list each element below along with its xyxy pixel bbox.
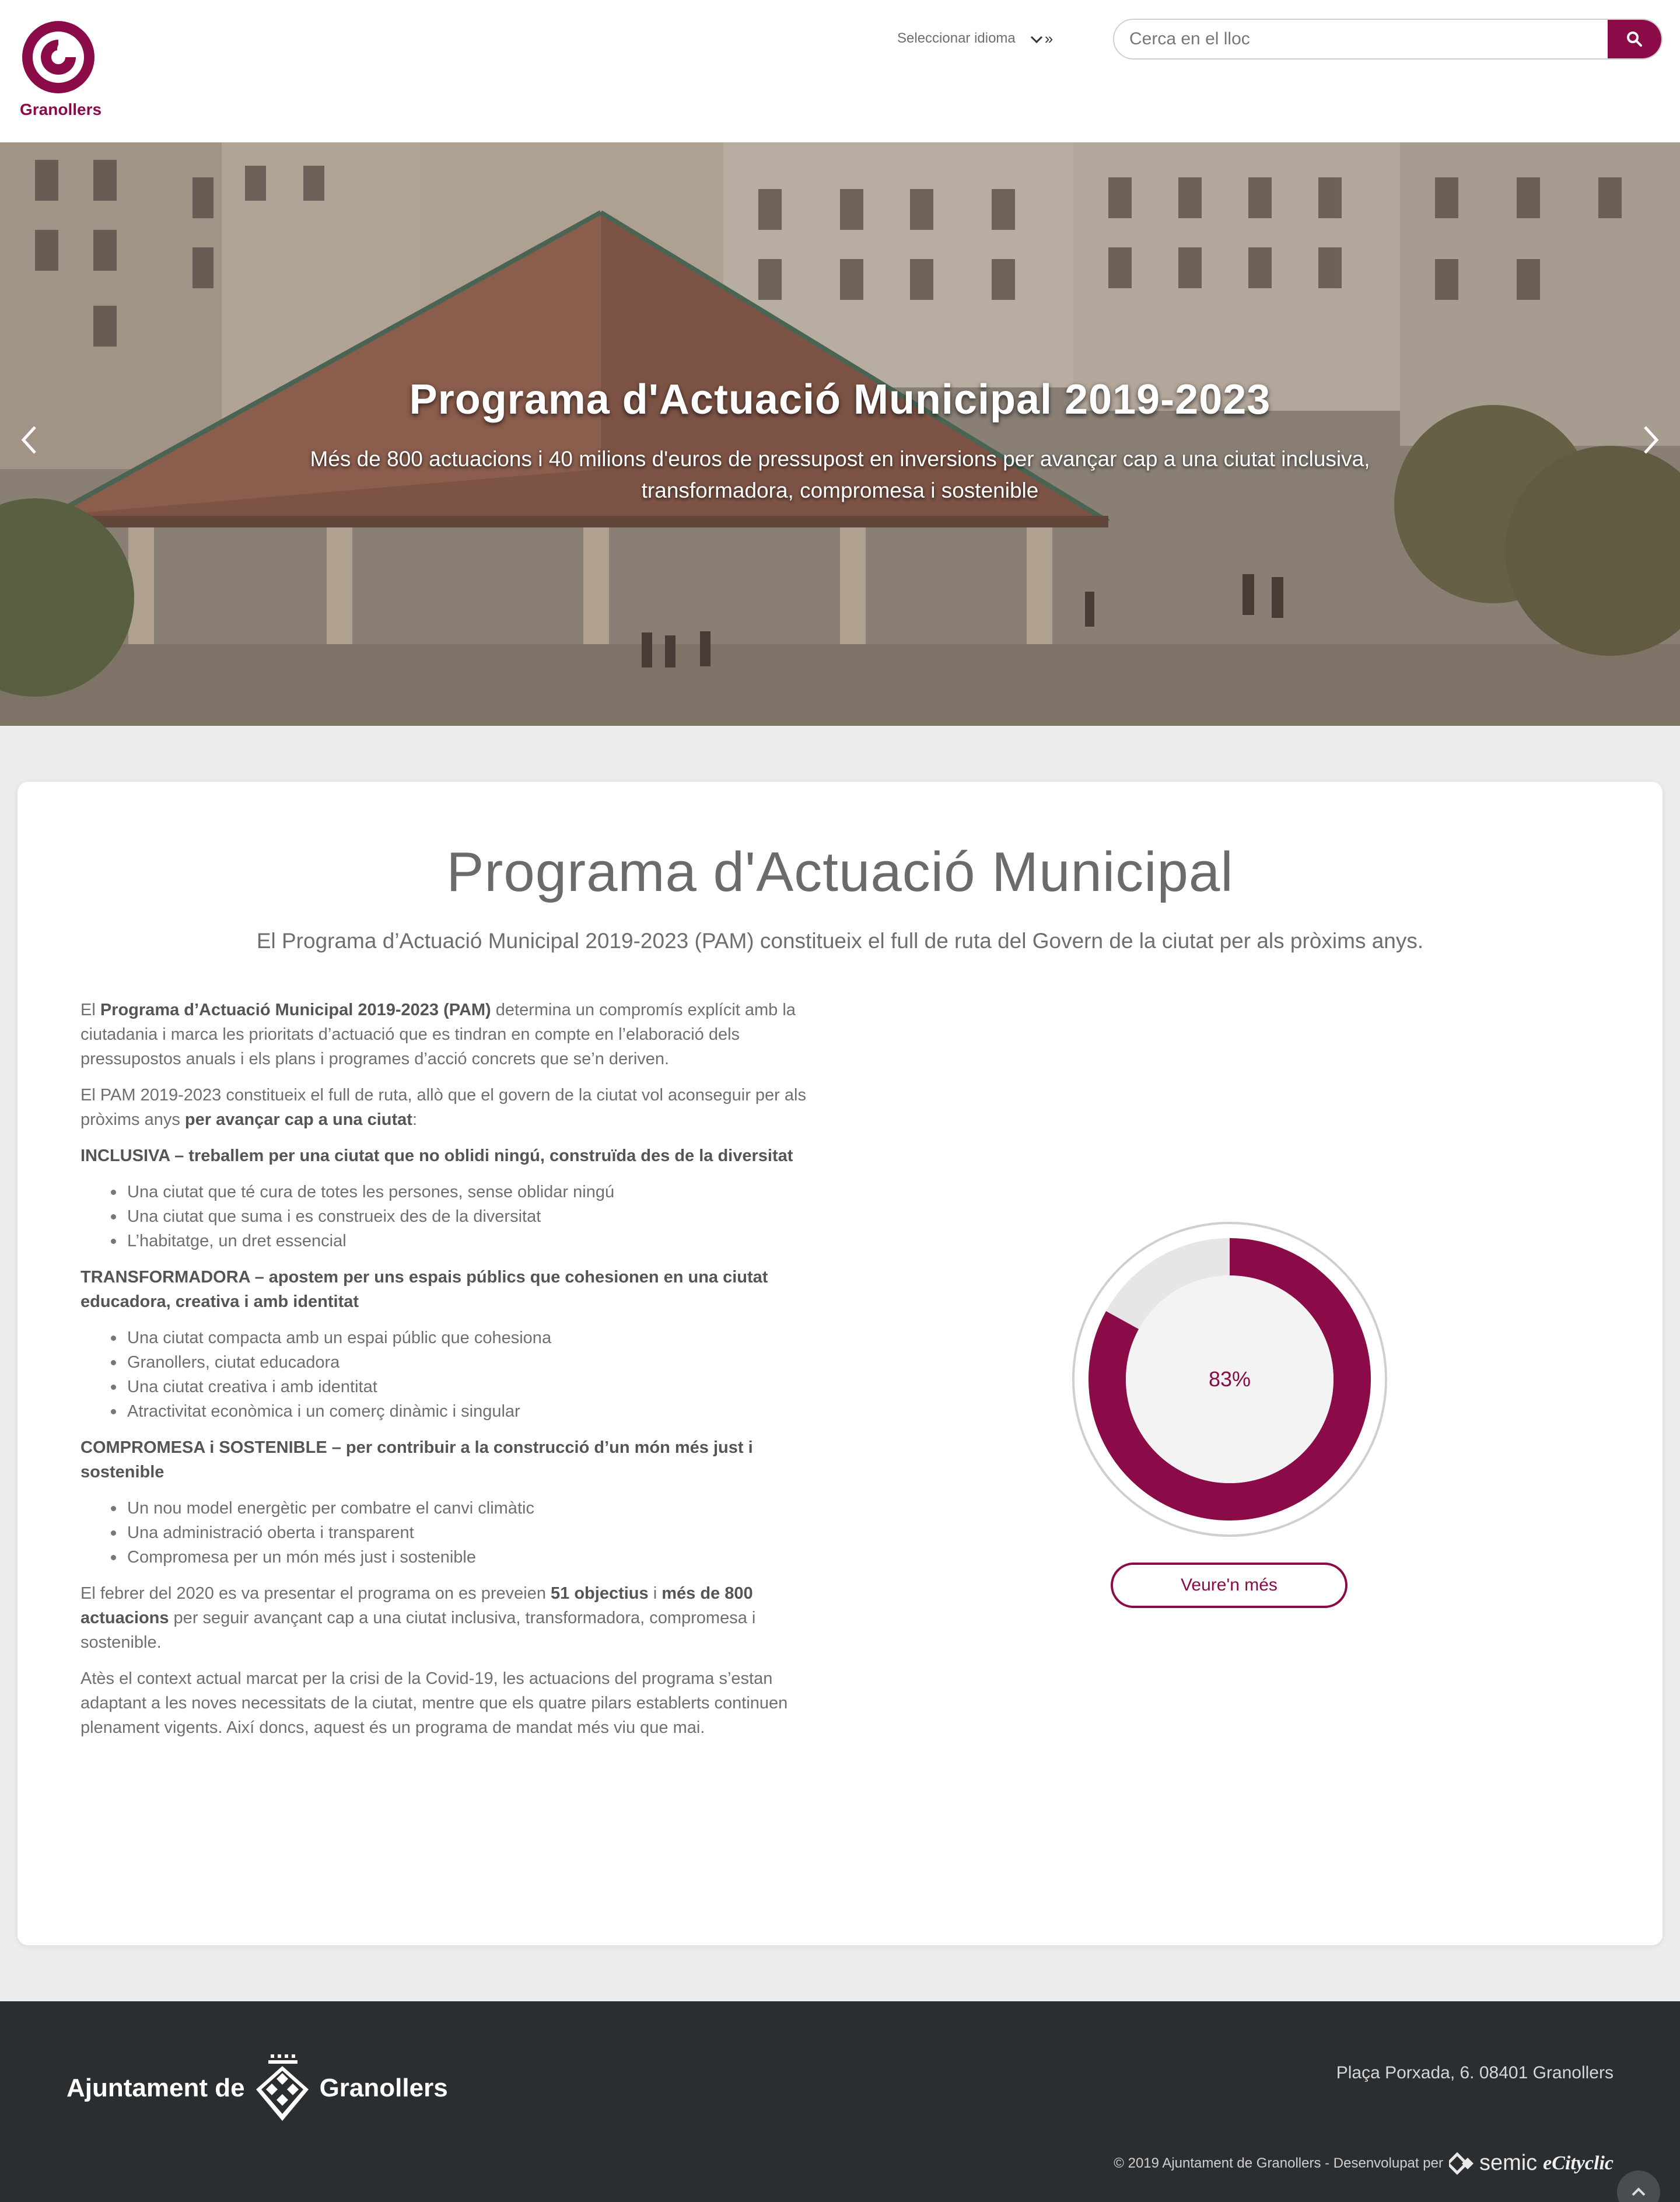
city-crest-icon — [253, 2053, 312, 2123]
search-button[interactable] — [1608, 20, 1661, 58]
route-paragraph — [80, 1083, 839, 1132]
list-item: Granollers, ciutat educadora — [111, 1350, 839, 1375]
search-input[interactable] — [1114, 20, 1608, 58]
list-item: Atractivitat econòmica i un comerç dinàmic i singular — [111, 1399, 839, 1424]
footer-brand[interactable] — [66, 2050, 448, 2126]
list-item: Compromesa per un món més just i sostenible — [111, 1545, 839, 1570]
ecityclic-logo[interactable]: eCityclic — [1543, 2152, 1614, 2174]
covid-paragraph: Atès el context actual marcat per la crisi de la Covid-19, les actuacions del programa s’estan adaptant a les noves necessitats de la ciutat, mentre que els quatre pilars establerts continuen plenament vigents. Així doncs, aquest és un programa de mandat més viu que mai. — [80, 1669, 788, 1737]
semic-logo[interactable] — [1449, 2151, 1537, 2176]
route-pre: El PAM 2019-2023 constitueix el full de ruta, allò que el govern de la ciutat vol aconseguir per als pròxims anys — [80, 1086, 806, 1129]
footer-brand-left: Ajuntament de — [66, 2074, 245, 2102]
back-to-top-button[interactable] — [1617, 2170, 1660, 2202]
granollers-logo[interactable] — [20, 19, 102, 124]
pillar-heading-inclusiva: INCLUSIVA – treballem per una ciutat que no oblidi ningú, construïda des de la diversitat — [80, 1147, 793, 1165]
pillar-heading-compromesa: COMPROMESA i SOSTENIBLE – per contribuir a la construcció d’un món més just i sostenible — [80, 1438, 753, 1481]
route-post: : — [412, 1110, 418, 1129]
footer-copyright — [875, 2151, 1614, 2176]
language-label: Seleccionar idioma — [897, 30, 1016, 46]
pillar-list-transformadora — [111, 1326, 839, 1424]
semic-text: semic — [1479, 2151, 1538, 2175]
page-title: Programa d'Actuació Municipal — [446, 841, 1234, 903]
footer-brand-right: Granollers — [319, 2074, 448, 2102]
list-item: Un nou model energètic per combatre el canvi climàtic — [111, 1496, 839, 1521]
logo-text: Granollers — [20, 100, 102, 118]
language-selector[interactable] — [897, 27, 1052, 50]
language-dropdown[interactable] — [1030, 30, 1052, 48]
intro-bold: Programa d’Actuació Municipal 2019-2023 (PAM) — [100, 1001, 491, 1019]
list-item: Una administració oberta i transparent — [111, 1521, 839, 1545]
chevron-up-icon — [1630, 2185, 1647, 2199]
developer-logos[interactable] — [1449, 2151, 1614, 2176]
feb-pre: El febrer del 2020 es va presentar el programa on es preveien — [80, 1584, 551, 1603]
page-subtitle: El Programa d’Actuació Municipal 2019-2023 (PAM) constitueix el full de ruta del Govern de la ciutat per als pròxims anys. — [256, 929, 1424, 953]
list-item: Una ciutat creativa i amb identitat — [111, 1375, 839, 1399]
list-item: Una ciutat que suma i es construeix des de la diversitat — [111, 1204, 839, 1229]
site-header — [0, 0, 1680, 142]
list-item: Una ciutat compacta amb un espai públic que cohesiona — [111, 1326, 839, 1350]
pam-card — [18, 782, 1662, 1945]
chevron-down-icon — [1030, 33, 1045, 46]
chevron-left-icon — [18, 422, 41, 457]
semic-diamond-icon — [1449, 2152, 1476, 2175]
pillar-heading-transformadora: TRANSFORMADORA – apostem per uns espais públics que cohesionen en una ciutat educadora, creativa i amb identitat — [80, 1268, 768, 1311]
hero-overlay — [0, 142, 1680, 726]
intro-pre: El — [80, 1001, 100, 1019]
hero-title: Programa d'Actuació Municipal 2019-2023 — [409, 376, 1271, 423]
site-footer — [0, 2001, 1680, 2202]
see-more-button[interactable]: Veure'n més — [1111, 1563, 1348, 1608]
february-paragraph — [80, 1581, 839, 1655]
feb-mid: i — [648, 1584, 662, 1603]
carousel-next-button[interactable] — [1633, 417, 1668, 463]
copyright-text: © 2019 Ajuntament de Granollers - Desenvolupat per — [1114, 2155, 1443, 2171]
route-bold: per avançar cap a una ciutat — [184, 1110, 412, 1129]
feb-bold-objectives: 51 objectius — [551, 1584, 649, 1603]
pillar-list-inclusiva — [111, 1180, 839, 1253]
search-box — [1113, 19, 1662, 60]
search-icon — [1626, 30, 1643, 48]
hero-subtitle: Més de 800 actuacions i 40 milions d'euros de pressupost en inversions per avançar cap a una ciutat inclusiva, transformadora, compromesa i sostenible — [310, 447, 1370, 502]
intro-paragraph — [80, 998, 839, 1071]
granollers-logo-icon — [20, 19, 97, 96]
feb-post: per seguir avançant cap a una ciutat inclusiva, transformadora, compromesa i sostenible. — [80, 1609, 756, 1652]
list-item: Una ciutat que té cura de totes les persones, sense oblidar ningú — [111, 1180, 839, 1204]
carousel-prev-button[interactable] — [12, 417, 47, 463]
hero-carousel — [0, 142, 1680, 726]
progress-label: 83% — [1208, 1367, 1251, 1391]
language-arrows: » — [1044, 29, 1052, 47]
footer-address: Plaça Porxada, 6. 08401 Granollers — [1336, 2063, 1614, 2082]
feb-bold-actions: més de 800 actuacions — [80, 1584, 753, 1627]
chevron-right-icon — [1639, 422, 1662, 457]
progress-donut — [1071, 1221, 1388, 1538]
intro-post: determina un compromís explícit amb la ciutadania i marca les prioritats d’actuació que es tindran en compte en l’elaboració dels pressupostos anuals i els plans i programes d’acció concrets que se’n deriven. — [80, 1001, 796, 1068]
pam-description — [80, 998, 839, 1752]
pillar-list-compromesa — [111, 1496, 839, 1570]
list-item: L’habitatge, un dret essencial — [111, 1229, 839, 1253]
